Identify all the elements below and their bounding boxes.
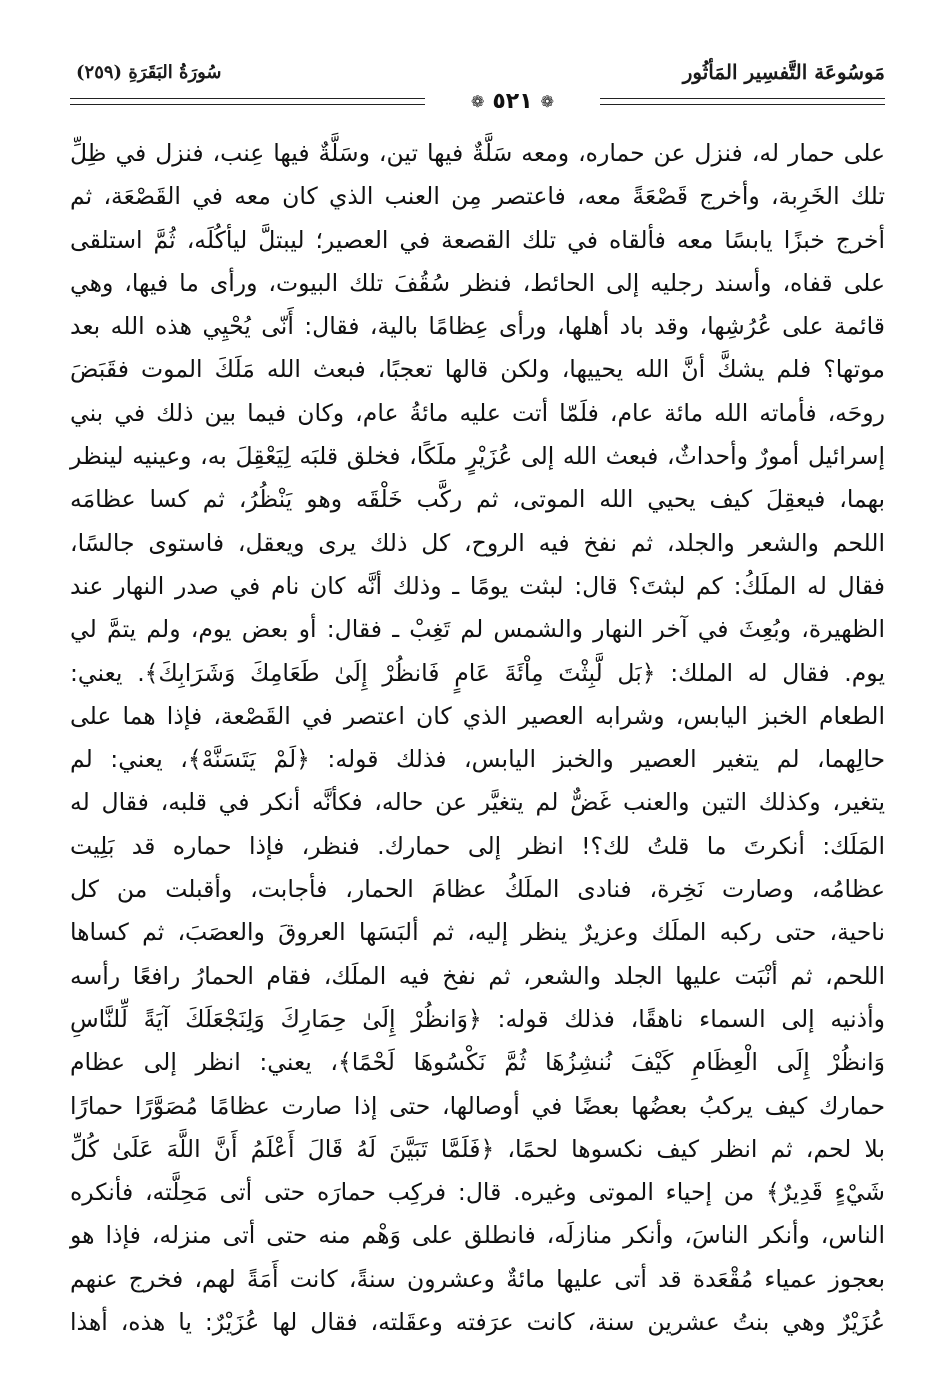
text-line: على قفاه، وأسند رجليه إلى الحائط، فنظر سُقُفَ تلك البيوت، ورأى ما فيها، وهي — [70, 268, 885, 297]
header-rule-right — [600, 98, 885, 105]
text-line: الطعام الخبز اليابس، وشرابه العصير الذي كان اعتصر في القَصْعة، فإذا هما على — [70, 701, 885, 730]
surah-reference — [76, 62, 222, 83]
text-line: تلك الخَرِبة، وأخرج قَصْعَةً معه، فاعتصر مِن العنب الذي كان معه في القَصْعَة، ثم — [70, 182, 885, 211]
text-line: اللحم والشعر والجلد، ثم نفخ فيه الروح، كل ذلك يرى ويعقل، فاستوى جالسًا، — [70, 528, 885, 557]
text-line: بهما، فيعقِلَ كيف يحيي الله الموتى، ثم ركَّب خَلْقَه وهو يَنْظُرُ، ثم كسا عظامَه — [70, 485, 885, 514]
text-line: على حمار له، فنزل عن حماره، ومعه سَلَّةٌ فيها تين، وسَلَّةٌ فيها عِنب، فنزل في ظِلِّ — [70, 139, 885, 167]
page-header — [70, 60, 885, 120]
text-line: الظهيرة، وبُعِثَ في آخر النهار والشمس لم تَغِبْ ـ فقال: أو بعض يوم، ولم يتمَّ لي — [70, 615, 885, 644]
text-line: فقال له الملَكُ: كم لبثتَ؟ قال: لبثت يومًا ـ وذلك أنَّه كان نام في صدر النهار عند — [70, 571, 885, 600]
text-line: شَيْءٍ قَدِيرٌ﴾ من إحياء الموتى وغيره. قال: فركِب حمارَه حتى أتى مَحِلَّته، فأنكره — [70, 1178, 885, 1207]
book-title: مَوسُوعَة التَّفسِير المَأثُور — [682, 60, 885, 84]
text-line: عُزَيْرٌ وهي بنتُ عشرين سنة، كانت عرَفته وعقَلته، فقال لها عُزَيْرٌ: يا هذه، أهذا — [70, 1308, 885, 1337]
text-line: حالِهما، لم يتغير العصير والخبز اليابس، فذلك قوله: ﴿لَمْ يَتَسَنَّهْ﴾، يعني: لم — [70, 745, 885, 774]
text-line: وأذنيه إلى السماء ناهقًا، فذلك قوله: ﴿وَانظُرْ إِلَىٰ حِمَارِكَ وَلِنَجْعَلَكَ آيَةً لِّلنَّاسِ — [70, 1004, 885, 1033]
page-number: ٥٢١ — [492, 88, 533, 114]
text-line: أخرج خبزًا يابسًا معه فألقاه في تلك القصعة في العصير؛ ليبتلَّ ليأكُلَه، ثُمَّ استلقى — [70, 225, 885, 254]
text-line: يوم. فقال له الملك: ﴿بَل لَّبِثْتَ مِاْئَةَ عَامٍ فَانظُرْ إِلَىٰ طَعَامِكَ وَشَرَابِكَ﴾. يعني: — [70, 658, 885, 687]
text-line: عظامُه، وصارت نَخِرة، فنادى الملَكُ عظامَ الحمار، فأجابت، وأقبلت من كل — [70, 875, 885, 904]
text-line: يتغير، وكذلك التين والعنب غَضٌّ لم يتغيَّر عن حاله، فكأنَّه أنكر في قلبه، فقال له — [70, 788, 885, 817]
text-line: روحَه، فأماته الله مائة عام، فلَمّا أتت عليه مائةُ عام، وكان فيما بين ذلك في بني — [70, 398, 885, 427]
text-line: إسرائيل أمورٌ وأحداثٌ، فبعث الله إلى عُزَيْرٍ ملَكًا، فخلق قلبَه لِيَعْقِلَ به، وعينيه لينظر — [70, 442, 885, 471]
text-line: بلا لحم، ثم انظر كيف نكسوها لحمًا، ﴿فَلَمَّا تَبَيَّنَ لَهُ قَالَ أَعْلَمُ أَنَّ اللَّهَ عَلَىٰ كُلِّ — [70, 1134, 885, 1163]
surah-name: سُورَةُ البَقَرَةِ — [128, 62, 222, 83]
text-line: موتها؟ فلم يشكَّ أنَّ الله يحييها، ولكن قالها تعجبًا، فبعث الله مَلَكَ الموت فقَبَضَ — [70, 355, 885, 384]
verse-number: (٢٥٩) — [76, 62, 123, 83]
header-rule-left — [70, 98, 425, 105]
text-line: الناس، وأنكر الناسَ، وأنكر منازلَه، فانطلق على وَهْم منه حتى أتى منزله، فإذا هو — [70, 1221, 885, 1250]
ornament-icon: ❁ — [540, 91, 555, 111]
text-line: ناحية، حتى ركبه الملَك وعزيرٌ ينظر إليه، ثم ألبَسَها العروقَ والعصَبَ، ثم كساها — [70, 918, 885, 947]
text-line: بعجوز عمياء مُقْعَدة قد أتى عليها مائةٌ وعشرون سنةً، كانت أَمَةً لهم، فخرج عنهم — [70, 1264, 885, 1293]
text-line: حمارك كيف يركبُ بعضُها بعضًا في أوصالها، حتى إذا صارت عظامًا مُصَوَّرًا حمارًا — [70, 1091, 885, 1120]
text-line: وَانظُرْ إِلَى الْعِظَامِ كَيْفَ نُنشِزُهَا ثُمَّ نَكْسُوهَا لَحْمًا﴾، يعني: انظر إلى عظام — [70, 1048, 885, 1077]
text-line: المَلَك: أنكرتَ ما قلتُ لك؟! انظر إلى حمارك. فنظر، فإذا حماره قد بَلِيت — [70, 831, 885, 860]
ornament-icon: ❁ — [470, 91, 485, 111]
text-line: اللحم، ثم أنْبَت عليها الجلد والشعر، ثم نفخ فيه الملَك، فقام الحمارُ رافعًا رأسه — [70, 961, 885, 990]
text-line: قائمة على عُرُشِها، وقد باد أهلها، ورأى عِظامًا بالية، فقال: أَنّى يُحْيِي هذه الله بعد — [70, 312, 885, 341]
body-text — [70, 132, 885, 1344]
page-number-block — [425, 84, 600, 118]
page — [70, 60, 885, 1360]
